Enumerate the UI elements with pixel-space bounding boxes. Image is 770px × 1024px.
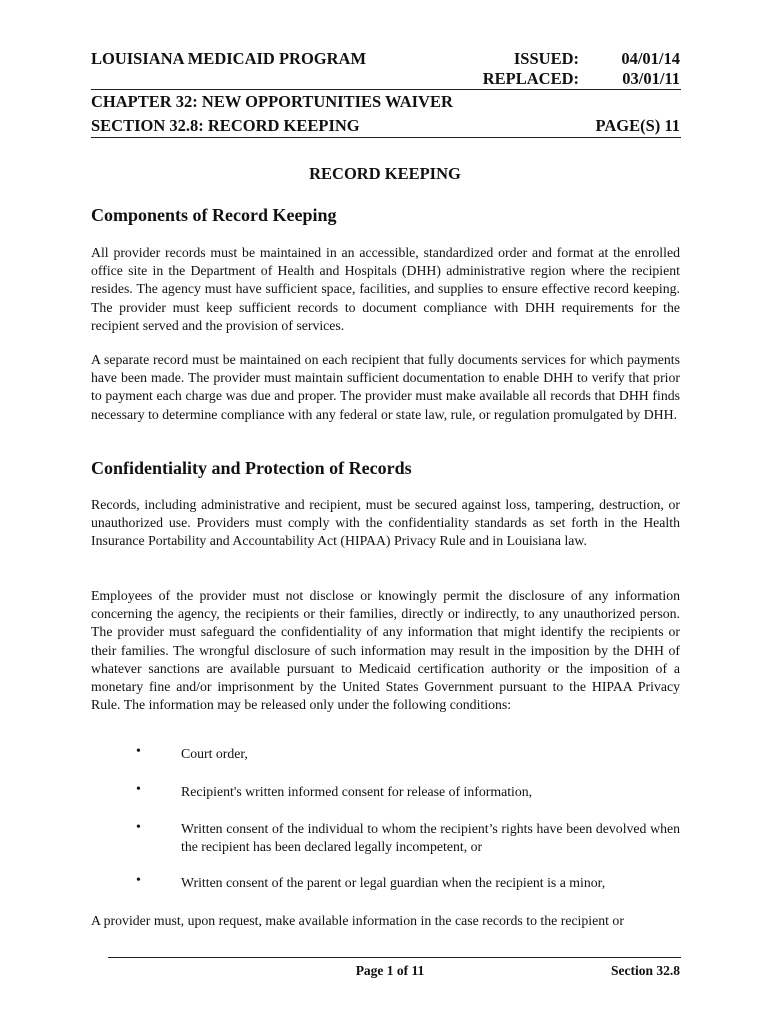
bullet-icon: • bbox=[136, 873, 141, 888]
replaced-label: REPLACED: bbox=[482, 69, 579, 88]
header-rule-1 bbox=[91, 89, 681, 90]
program-name: LOUISIANA MEDICAID PROGRAM bbox=[91, 49, 367, 68]
page-count: PAGE(S) 11 bbox=[595, 116, 680, 135]
section-heading: Confidentiality and Protection of Records bbox=[91, 458, 412, 478]
list-item: Written consent of the parent or legal guardian when the recipient is a minor, bbox=[181, 875, 606, 890]
paragraph: All provider records must be maintained in an accessible, standardized order and format at the enrolled office site in the Department of Health and Hospitals (DHH) administrative region where the recipient resides. The agency must have sufficient space, facilities, and supplies to ensure effective record keeping. The provider must keep sufficient records to document compliance with DHH requirements for the recipient served and the provision of services. bbox=[91, 245, 680, 333]
list-item: Recipient's written informed consent for release of information, bbox=[181, 784, 533, 799]
paragraph: A separate record must be maintained on each recipient that fully documents services for which payments have been made. The provider must maintain sufficient documentation to enable DHH to verify that prior to payment each charge was due and proper. The provider must make available all records that DHH finds necessary to determine compliance with any federal or state law, rule, or regulation promulgated by DHH. bbox=[91, 352, 680, 422]
issued-date: 04/01/14 bbox=[621, 49, 680, 68]
issued-label: ISSUED: bbox=[513, 49, 579, 68]
page-title: RECORD KEEPING bbox=[309, 164, 461, 183]
bullet-icon: • bbox=[136, 744, 141, 759]
header-rule-2 bbox=[91, 137, 681, 138]
paragraph: Employees of the provider must not disclose or knowingly permit the disclosure of any information concerning the agency, the recipients or their families, directly or indirectly, to any unauthorized person. The provider must safeguard the confidentiality of any information that might identify the recipients or their families. The wrongful disclosure of such information may result in the imposition by the DHH of whatever sanctions are available pursuant to Medicaid certification authority or the imposition of a monetary fine and/or imprisonment by the United States Government pursuant to the HIPAA Privacy Rule. The information may be released only under the following conditions: bbox=[91, 588, 680, 713]
bullet-icon: • bbox=[136, 782, 141, 797]
list-item: Court order, bbox=[181, 746, 248, 761]
list-item: Written consent of the individual to whom the recipient’s rights have been devolved when the recipient has been declared legally incompetent, or bbox=[181, 821, 680, 855]
section-title: SECTION 32.8: RECORD KEEPING bbox=[91, 116, 360, 135]
page-number: Page 1 of 11 bbox=[355, 963, 425, 978]
bullet-icon: • bbox=[136, 820, 141, 835]
replaced-date: 03/01/11 bbox=[622, 69, 680, 88]
section-heading: Components of Record Keeping bbox=[91, 205, 337, 225]
paragraph: Records, including administrative and recipient, must be secured against loss, tampering, destruction, or unauthorized use. Providers must comply with the confidentiality standards as set forth in the Health Insurance Portability and Accountability Act (HIPAA) Privacy Rule and in Louisiana law. bbox=[91, 497, 680, 549]
chapter-title: CHAPTER 32: NEW OPPORTUNITIES WAIVER bbox=[91, 92, 453, 111]
footer-section: Section 32.8 bbox=[611, 963, 680, 978]
paragraph: A provider must, upon request, make available information in the case records to the recipient or bbox=[91, 913, 624, 928]
footer-rule bbox=[108, 957, 681, 958]
